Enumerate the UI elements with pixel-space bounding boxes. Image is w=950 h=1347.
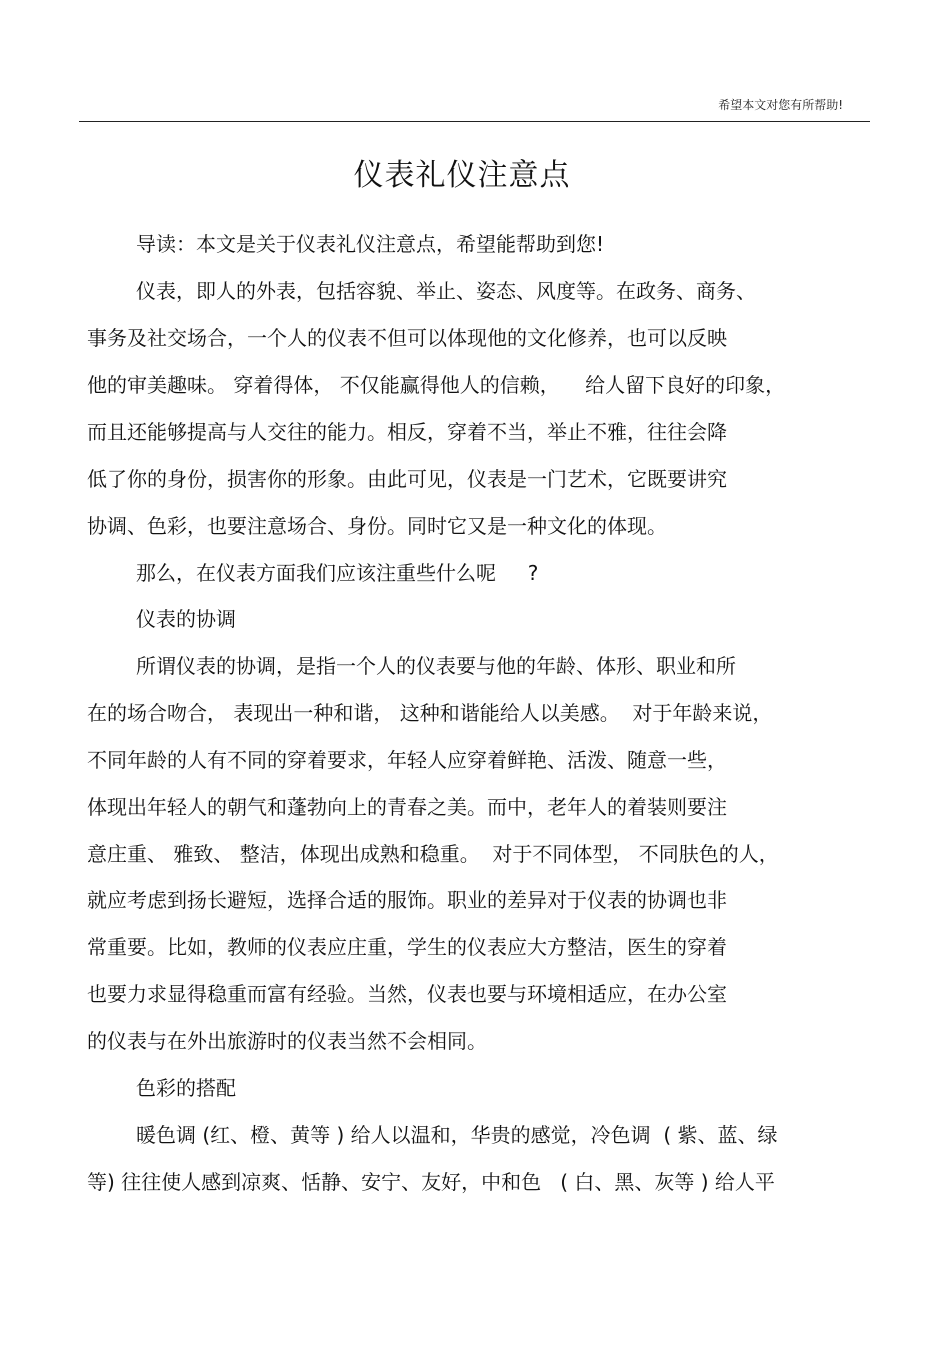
body-line: 等) 往往使人感到凉爽、恬静、安宁、友好，中和色 ( 白、黑、灰等 ) 给人平: [87, 1170, 775, 1194]
body-line: 他的审美趣味。 穿着得体， 不仅能赢得他人的信赖， 给人留下良好的印象，: [87, 373, 786, 397]
body-line: 在的场合吻合， 表现出一种和谐， 这种和谐能给人以美感。 对于年龄来说，: [87, 701, 773, 725]
intro-line: 导读：本文是关于仪表礼仪注意点，希望能帮助到您!: [136, 232, 605, 256]
header-divider: [79, 121, 870, 122]
body-line: 仪表，即人的外表，包括容貌、举止、姿态、风度等。在政务、商务、: [136, 279, 756, 303]
body-line: 而且还能够提高与人交往的能力。相反，穿着不当，举止不雅，往往会降: [87, 420, 727, 444]
body-line: 不同年龄的人有不同的穿着要求，年轻人应穿着鲜艳、活泼、随意一些，: [87, 748, 727, 772]
body-line: 低了你的身份，损害你的形象。由此可见，仪表是一门艺术，它既要讲究: [87, 467, 727, 491]
document-title: 仪表礼仪注意点: [353, 158, 571, 193]
section-heading: 色彩的搭配: [136, 1076, 236, 1100]
body-line: 的仪表与在外出旅游时的仪表当然不会相同。: [87, 1029, 487, 1053]
body-line: 那么，在仪表方面我们应该注重些什么呢 ?: [136, 561, 539, 585]
body-line: 暖色调 (红、橙、黄等 ) 给人以温和，华贵的感觉，冷色调 ( 紫、蓝、绿: [136, 1123, 778, 1147]
body-line: 所谓仪表的协调，是指一个人的仪表要与他的年龄、体形、职业和所: [136, 654, 736, 678]
body-line: 意庄重、 雅致、 整洁，体现出成熟和稳重。 对于不同体型， 不同肤色的人，: [87, 842, 779, 866]
header-note: 希望本文对您有所帮助!: [718, 98, 843, 112]
body-line: 也要力求显得稳重而富有经验。当然，仪表也要与环境相适应，在办公室: [87, 982, 727, 1006]
body-line: 协调、色彩，也要注意场合、身份。同时它又是一种文化的体现。: [87, 514, 667, 538]
body-line: 事务及社交场合，一个人的仪表不但可以体现他的文化修养，也可以反映: [87, 326, 727, 350]
body-line: 常重要。比如，教师的仪表应庄重，学生的仪表应大方整洁，医生的穿着: [87, 935, 727, 959]
body-line: 就应考虑到扬长避短，选择合适的服饰。职业的差异对于仪表的协调也非: [87, 888, 727, 912]
body-line: 体现出年轻人的朝气和蓬勃向上的青春之美。而中，老年人的着装则要注: [87, 795, 727, 819]
section-heading: 仪表的协调: [136, 607, 236, 631]
